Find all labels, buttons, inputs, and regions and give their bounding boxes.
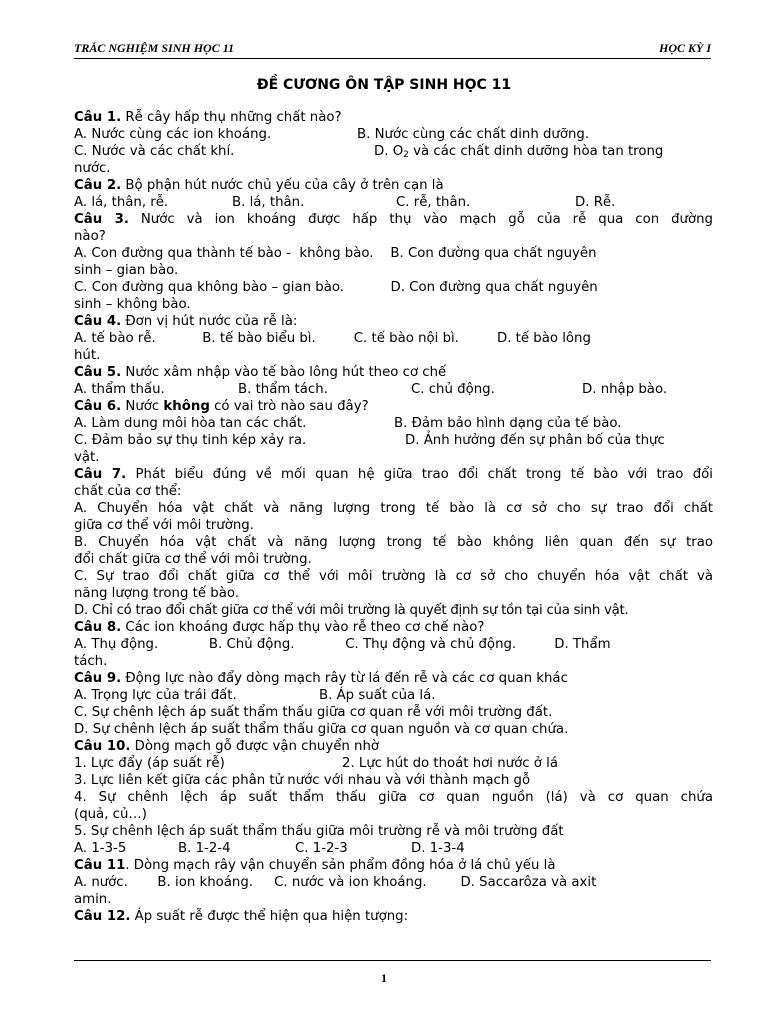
page-header (74, 41, 711, 59)
option-a: A. Làm dung môi hòa tan các chất. (74, 416, 307, 431)
option-continuation: tách. (74, 654, 108, 669)
option-b: B. Áp suất của lá. (319, 688, 436, 703)
question-8 (74, 619, 713, 636)
question-label: Câu 1. (74, 110, 122, 125)
answer-row (74, 415, 713, 432)
question-4 (74, 313, 713, 330)
statement-1: 1. Lực đẩy (áp suất rễ) (74, 756, 225, 771)
option-continuation: nước. (74, 161, 111, 176)
option-d: D. Rễ. (575, 195, 616, 210)
option-c: C. chủ động. (411, 382, 495, 397)
question-text: Áp suất rễ được thể hiện qua hiện tượng: (130, 909, 409, 924)
option-d: D. Ảnh hưởng đến sự phân bố của thực (405, 433, 665, 448)
question-text: Nước xâm nhập vào tế bào lông hút theo cơ chế (121, 365, 447, 380)
question-7 (74, 466, 713, 483)
question-text-cont: chất của cơ thể: (74, 484, 182, 499)
question-9 (74, 670, 713, 687)
option-a: A. Chuyển hóa vật chất và năng lượng trong tế bào là cơ sở cho sự trao đổi chất (74, 501, 713, 516)
option-a: A. lá, thân, rễ. (74, 195, 169, 210)
option-continuation: năng lượng trong tế bào. (74, 586, 239, 601)
question-text: Rễ cây hấp thụ những chất nào? (121, 110, 342, 125)
question-label: Câu 3. (74, 212, 129, 227)
option-c: C. Sự trao đổi chất giữa cơ thể với môi trường là cơ sở cho chuyển hóa vật chất và (74, 569, 713, 584)
page-number: 1 (381, 971, 387, 985)
option-c: C. rễ, thân. (396, 195, 471, 210)
footer-divider (74, 960, 711, 961)
header-left: TRẮC NGHIỆM SINH HỌC 11 (74, 41, 235, 55)
question-6: Câu 6. Nước không có vai trò nào sau đây? (74, 399, 369, 414)
question-text: . Dòng mạch rây vận chuyển sản phẩm đồng hóa ở lá chủ yếu là (125, 858, 556, 873)
question-11 (74, 857, 713, 874)
question-label: Câu 8. (74, 620, 122, 635)
answer-row: A. nước. B. ion khoáng. C. nước và ion khoáng. D. Saccarôza và axit (74, 875, 597, 890)
answer-row (74, 143, 713, 160)
option-d: D. Sự chênh lệch áp suất thẩm thấu giữa cơ quan nguồn và cơ quan chứa. (74, 722, 569, 737)
option-a: A. Trọng lực của trái đất. (74, 688, 237, 703)
option-continuation: amin. (74, 892, 112, 907)
question-12 (74, 908, 713, 925)
option-a: A. Nước cùng các ion khoáng. (74, 127, 272, 142)
question-text-cont: nào? (74, 229, 106, 244)
option-d: D. Chỉ có trao đổi chất giữa cơ thể với môi trường là quyết định sự tồn tại của sinh vật. (74, 603, 629, 618)
question-label: Câu 5. (74, 365, 122, 380)
option-continuation: hút. (74, 348, 101, 363)
option-continuation: đổi chất giữa cơ thể với môi trường. (74, 552, 312, 567)
answer-row (74, 687, 713, 704)
header-divider (74, 58, 711, 59)
question-label: Câu 4. (74, 314, 122, 329)
statement-2: 2. Lực hút do thoát hơi nước ở lá (342, 756, 558, 771)
option-d: D. nhập bào. (582, 382, 668, 397)
option-a: A. 1-3-5 (74, 841, 127, 856)
option-continuation: vật. (74, 450, 100, 465)
question-label: Câu 9. (74, 671, 122, 686)
option-b: B. Chuyển hóa vật chất và năng lượng trong tế bào không liên quan đến sự trao (74, 535, 713, 550)
question-text: Dòng mạch gỗ được vận chuyển nhờ (130, 739, 380, 754)
option-c: C. Đảm bảo sự thụ tinh kép xảy ra. (74, 433, 307, 448)
question-text: Các ion khoáng được hấp thụ vào rễ theo cơ chế nào? (121, 620, 485, 635)
question-5 (74, 364, 713, 381)
question-label: Câu 10. (74, 739, 131, 754)
statement-5: 5. Sự chênh lệch áp suất thẩm thấu giữa môi trường rễ và môi trường đất (74, 824, 564, 839)
question-text: Động lực nào đẩy dòng mạch rây từ lá đến rễ và các cơ quan khác (121, 671, 568, 686)
option-a: A. thẩm thấu. (74, 382, 165, 397)
question-text: Nước và ion khoáng được hấp thụ vào mạch gỗ của rễ qua con đường (128, 212, 713, 227)
document-title: ĐỀ CƯƠNG ÔN TẬP SINH HỌC 11 (256, 77, 512, 93)
question-10 (74, 738, 713, 755)
option-b: B. Đảm bảo hình dạng của tế bào. (394, 416, 622, 431)
option-b: B. thẩm tách. (238, 382, 328, 397)
answer-row: A. Thụ động. B. Chủ động. C. Thụ động và chủ động. D. Thẩm (74, 637, 611, 652)
statement-3: 3. Lực liên kết giữa các phân tử nước với nhau và với thành mạch gỗ (74, 773, 531, 788)
answer-row: A. Con đường qua thành tế bào - không bào. B. Con đường qua chất nguyên (74, 246, 597, 261)
emphasis-word: không (163, 399, 210, 414)
option-c: C. Nước và các chất khí. (74, 144, 235, 159)
option-continuation: giữa cơ thể với môi trường. (74, 518, 254, 533)
option-b: B. Nước cùng các chất dinh dưỡng. (357, 127, 590, 142)
statement-continuation: (quả, củ…) (74, 807, 147, 822)
option-c: C. 1-2-3 (295, 841, 348, 856)
question-1 (74, 109, 713, 126)
answer-row (74, 840, 713, 857)
option-continuation: sinh – gian bào. (74, 263, 179, 278)
question-label: Câu 2. (74, 178, 122, 193)
question-label: Câu 11 (74, 858, 126, 873)
answer-row (74, 432, 713, 449)
header-right: HỌC KỲ I (658, 41, 711, 55)
option-continuation: sinh – không bào. (74, 297, 191, 312)
option-b: B. 1-2-4 (178, 841, 231, 856)
option-d: D. $O_2$ và các chất dinh dưỡng hòa tan trong (374, 144, 664, 160)
question-3 (74, 211, 713, 228)
question-2 (74, 177, 713, 194)
question-text: Đơn vị hút nước của rễ là: (121, 314, 298, 329)
statement-4: 4. Sự chênh lệch áp suất thẩm thấu giữa cơ quan nguồn (lá) và cơ quan chứa (74, 790, 713, 805)
answer-row (74, 194, 713, 211)
answer-row (74, 381, 713, 398)
question-label: Câu 12. (74, 909, 131, 924)
question-text: Bộ phận hút nước chủ yếu của cây ở trên cạn là (121, 178, 444, 193)
answer-row: C. Con đường qua không bào – gian bào. D. Con đường qua chất nguyên (74, 280, 598, 295)
option-d: D. 1-3-4 (411, 841, 465, 856)
statement-row (74, 755, 713, 772)
answer-row (74, 126, 713, 143)
answer-row: A. tế bào rễ. B. tế bào biểu bì. C. tế bào nội bì. D. tế bào lông (74, 331, 591, 346)
question-text: Phát biểu đúng về mối quan hệ giữa trao đổi chất trong tế bào với trao đổi (126, 467, 713, 482)
option-c: C. Sự chênh lệch áp suất thẩm thấu giữa cơ quan rễ với môi trường đất. (74, 705, 553, 720)
question-label: Câu 7. (74, 467, 127, 482)
question-list (74, 109, 713, 925)
question-label: Câu 6. (74, 399, 122, 414)
option-b: B. lá, thân. (232, 195, 305, 210)
